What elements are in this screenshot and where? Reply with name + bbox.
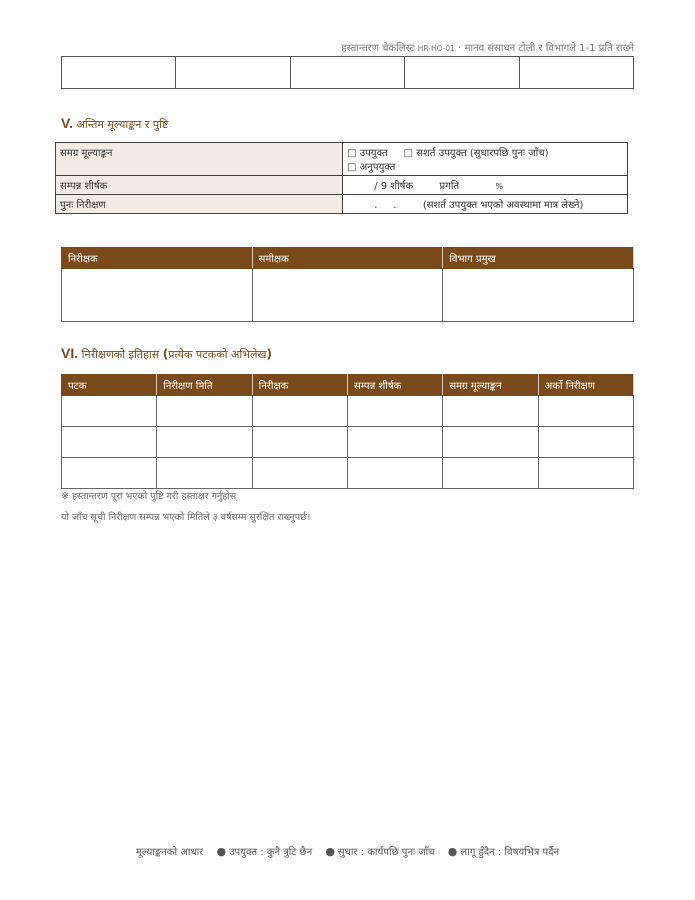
signature-cell-inspector[interactable] [62,269,253,322]
bullet-icon: ● [325,845,335,858]
table-cell[interactable] [443,427,538,458]
reinspection-date[interactable]: . . [374,200,397,211]
table-cell[interactable] [252,458,347,489]
table-cell[interactable] [405,57,519,89]
section-paren-close: ) [266,347,272,361]
note-retention: यो जाँच सूची निरीक्षण सम्पन्न भएको मितिले ३ वर्षसम्म सुरक्षित राख्नुपर्छ। [61,512,311,523]
table-cell[interactable] [347,396,442,427]
table-row [62,57,634,89]
final-assessment-table [55,142,628,214]
header-department-head: विभाग प्रमुख [443,248,634,269]
table-row [62,269,634,322]
header-reviewer: समीक्षक [252,248,443,269]
header-subtitle: · मानव संसाधन टोली र विभागले 1-1 प्रति राख्ने [458,43,634,54]
table-cell[interactable] [62,458,157,489]
section-heading: निरीक्षणको इतिहास [81,348,160,361]
table-cell[interactable] [157,396,252,427]
header-inspector: निरीक्षक [252,375,347,396]
section-heading: अन्तिम मूल्याङ्कन र पुष्टि [76,118,169,131]
signature-cell-department-head[interactable] [443,269,634,322]
bullet-icon: ● [447,845,458,858]
overall-assessment-label: समग्र मूल्याङ्कन [56,143,343,176]
legend-item-not-applicable: लागू हुँदैन : विषयभित्र पर्दैन [460,847,560,858]
inspection-history-table [61,374,634,489]
table-cell[interactable] [519,57,633,89]
checkbox-conditional[interactable]: □ सशर्त उपयुक्त (सुधारपछि पुनः जाँच) [403,148,549,159]
legend-item-improve: सुधार : कार्यपछि पुनः जाँच [337,847,435,858]
header-round: पटक [62,375,157,396]
reinspection-note: (सशर्त उपयुक्त भएको अवस्थामा मात्र लेख्ने) [422,200,584,211]
table-cell[interactable] [347,427,442,458]
table-cell[interactable] [538,458,633,489]
checkbox-suitable[interactable]: □ उपयुक्त [347,148,388,159]
table-cell[interactable] [176,57,290,89]
header-completed-items: सम्पन्न शीर्षक [347,375,442,396]
table-cell[interactable] [347,458,442,489]
table-row [62,458,634,489]
signature-table [61,247,634,322]
table-cell[interactable] [290,57,404,89]
table-row [62,427,634,458]
progress-label: प्रगति [439,181,460,192]
progress-unit: % [495,182,504,191]
legend-label: मूल्याङ्कनको आधार [135,847,204,858]
table-cell[interactable] [157,458,252,489]
table-cell[interactable] [252,396,347,427]
table-cell[interactable] [538,396,633,427]
header-inspector: निरीक्षक [62,248,253,269]
bullet-icon: ● [216,845,227,858]
table-cell[interactable] [252,427,347,458]
note-signature: ※ हस्तान्तरण पूरा भएको पुष्टि गरी हस्ताक्षर गर्नुहोस् [61,491,237,502]
table-cell[interactable] [62,396,157,427]
table-cell[interactable] [62,427,157,458]
table-cell[interactable] [443,396,538,427]
checkbox-unsuitable[interactable]: □ अनुपयुक्त [347,162,396,173]
table-cell[interactable] [538,427,633,458]
table-row [56,176,628,195]
continuation-table [61,56,634,89]
header-overall-assessment: समग्र मूल्याङ्कन [443,375,538,396]
overall-assessment-options [343,143,628,176]
table-row [56,195,628,214]
completed-items-label: सम्पन्न शीर्षक [56,176,343,195]
section-paren-open: ( [162,347,169,361]
completed-items-value [343,176,628,195]
signature-cell-reviewer[interactable] [252,269,443,322]
section-v-title [61,115,168,132]
header-next-inspection: अर्को निरीक्षण [538,375,633,396]
table-row [62,396,634,427]
assessment-legend [0,844,695,858]
reinspection-value [343,195,628,214]
document-header [341,40,634,54]
header-title: हस्तान्तरण चेकलिस्ट [341,43,415,54]
section-vi-title [61,345,272,362]
table-cell[interactable] [443,458,538,489]
section-number: V. [61,115,73,131]
table-header-row [62,248,634,269]
table-cell[interactable] [157,427,252,458]
completed-count[interactable]: / 9 शीर्षक [374,181,414,192]
section-number: VI. [61,345,79,361]
reinspection-label: पुनः निरीक्षण [56,195,343,214]
section-subheading: प्रत्येक पटकको अभिलेख [168,348,267,361]
table-cell[interactable] [62,57,176,89]
document-code: HR-HO-01 [417,44,455,53]
header-inspection-date: निरीक्षण मिति [157,375,252,396]
legend-item-suitable: उपयुक्त : कुनै त्रुटि छैन [229,847,313,858]
table-row [56,143,628,176]
table-header-row [62,375,634,396]
